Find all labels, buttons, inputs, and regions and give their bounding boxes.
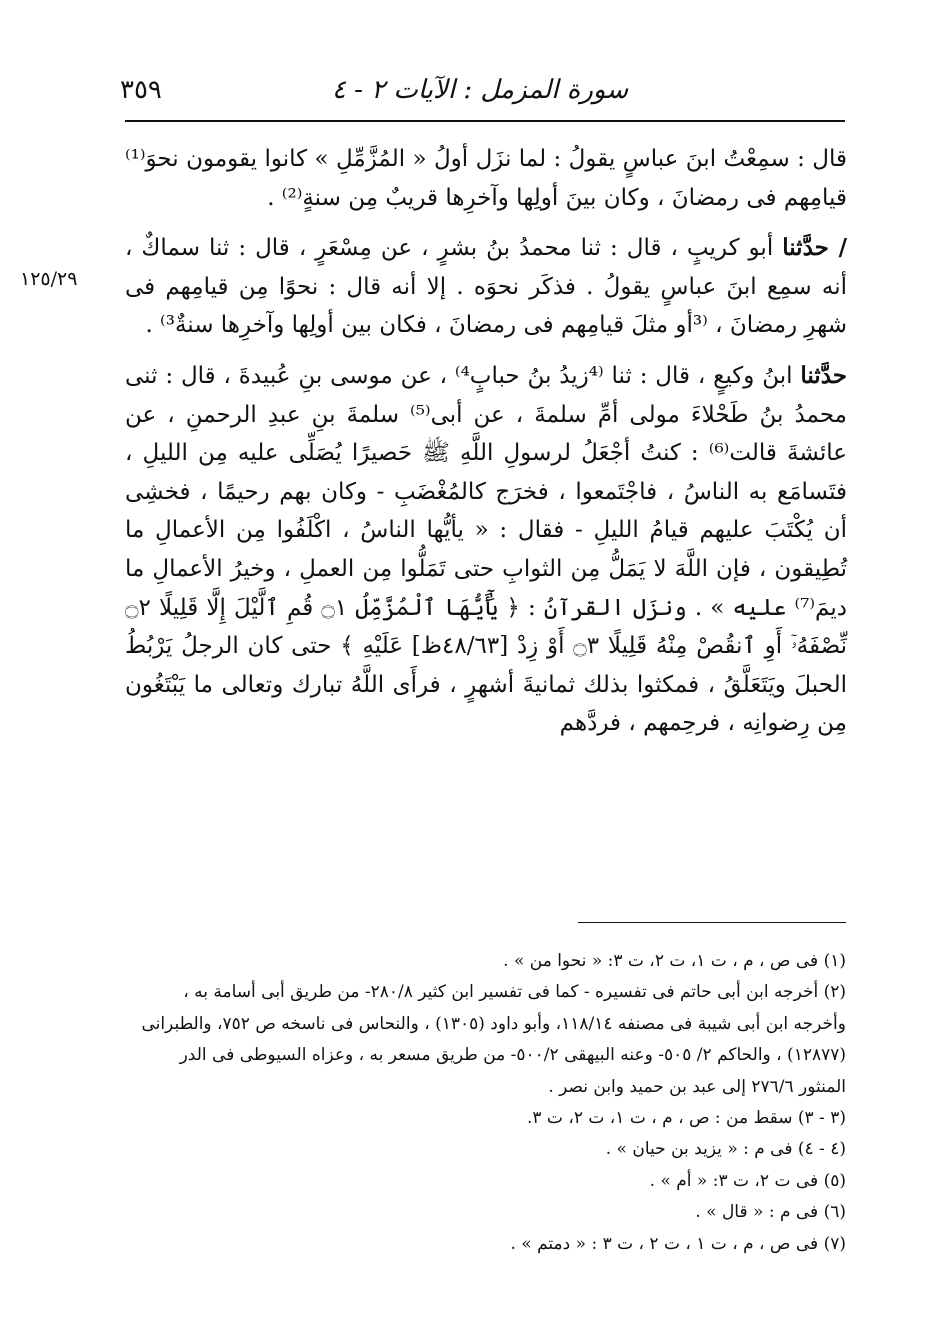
footnote-rule [578,922,846,923]
main-text [125,140,847,743]
footnote-4: (٤ - ٤) فى م : « يزيد بن حيان » . [605,1139,846,1160]
running-header [120,68,840,112]
paragraph-2-lead: / حدَّثنا [782,234,847,262]
footnote-1: (١) فى ص ، م ، ت ١، ت ٢، ت ٣: « نحوا من » . [503,951,846,971]
paragraph-2 [125,229,847,345]
page-number: ٣٥٩ [120,75,162,105]
paragraph-1 [125,140,847,217]
footnote-2: (٢) أخرجه ابن أبى حاتم فى تفسيره - كما فى تفسير ابن كثير ٢٨٠/٨- من طريق أبى أسامة به ، وأخرجه ابن أبى شيبة فى مصنفه ١١٨/١٤، وأبو داود (١٣٠٥) ، والنحاس فى ناسخه ص ٧٥٢، والطبرانى (١٢٨٧٧) ، والحاكم ٢/ ٥٠٥- وعنه البيهقى ٥٠٠/٢- من طريق مسعر به ، وعزاه السيوطى فى الدر المنثور ٢٧٦/٦ إلى عبد بن حميد وابن نصر . [141,982,846,1097]
footnote-7: (٧) فى ص ، م ، ت ١ ، ت ٢ ، ت ٣ : « دمتم » . [510,1233,846,1254]
paragraph-3 [125,357,847,743]
paragraph-3-text: ابنُ وكيعٍ ، قال : ثنا ⁽⁴زيدُ بنُ حبابٍ⁴⁾ ، عن موسى بنِ عُبيدةَ ، قال : ثنى محمدُ بنُ طَحْلاءَ مولى أمِّ سلمةَ ، عن أبى⁽⁵⁾ سلمةَ بنِ عبدِ الرحمنِ ، عن عائشةَ قالت⁽⁶⁾ : كنتُ أجْعَلُ لرسولِ اللَّهِ ﷺ حَصيرًا يُصَلِّى عليه مِن الليلِ ، فتَسامَع به الناسُ ، فاجْتَمعوا ، فخرَج كالمُغْضَبِ - وكان بهم رحيمًا ، فخشِى أن يُكْتَبَ عليهم قيامُ الليلِ - فقال : « يأيُّها الناسُ ، اكْلَفُوا مِن الأعمالِ ما تُطِيقون ، فإن اللَّهَ لا يَمَلُّ مِن الثوابِ حتى تَمَلُّوا مِن العملِ ، وخيرُ الأعمالِ ما ديمَ⁽⁷⁾ عليه » . ونزَل القرآنُ : ﴿ يَٰٓأَيُّهَا ٱلْمُزَّمِّلُ ۝١ قُمِ ٱلَّيْلَ إِلَّا قَلِيلًا ۝٢ نِّصْفَهُۥٓ أَوِ ٱنقُصْ مِنْهُ قَلِيلًا ۝٣ أَوْ زِدْ [٤٨/٦٣ظ] عَلَيْهِ ﴾ حتى كان الرجلُ يَرْبُطُ الحبلَ ويَتَعَلَّقُ ، فمكثوا بذلك ثمانيةَ أشهرٍ ، فرأَى اللَّهُ تبارك وتعالى ما يَبْتَغُون مِن رِضوانِه ، فرحِمهم ، فردَّهم [125,362,847,737]
footnote-5: (٥) فى ت ٢، ت ٣: « أم » . [649,1170,846,1191]
paragraph-1-text: قال : سمِعْتُ ابنَ عباسٍ يقولُ : لما نزَل أولُ « المُزَّمِّلِ » كانوا يقومون نحوَ⁽¹⁾ قيامِهم فى رمضانَ ، وكان بينَ أولِها وآخرِها قريبٌ مِن سنةٍ⁽²⁾ . [125,146,847,211]
footnote-6: (٦) فى م : « قال » . [695,1202,846,1223]
paragraph-2-text: أبو كريبٍ ، قال : ثنا محمدُ بنُ بشرٍ ، عن مِسْعَرٍ ، قال : ثنا سماكٌ ، أنه سمِع ابنَ عباسٍ يقولُ . فذكَر نحوَه . إلا أنه قال : نحوًا مِن قيامِهم فى شهرِ رمضانَ ، ⁽³أو مثلَ قيامِهم فى رمضانَ ، فكان بين أولِها وآخرِها سنةٌ³⁾ . [125,235,847,339]
footnote-3: (٣ - ٣) سقط من : ص ، م ، ت ١، ت ٢، ت ٣. [526,1108,846,1129]
manuscript-reference: ١٢٥/٢٩ [20,268,78,290]
page-title: سورة المزمل : الآيات ٢ - ٤ [331,75,629,105]
footnotes [128,946,846,1260]
header-rule [125,120,845,122]
paragraph-3-lead: حدَّثنا [800,361,847,389]
